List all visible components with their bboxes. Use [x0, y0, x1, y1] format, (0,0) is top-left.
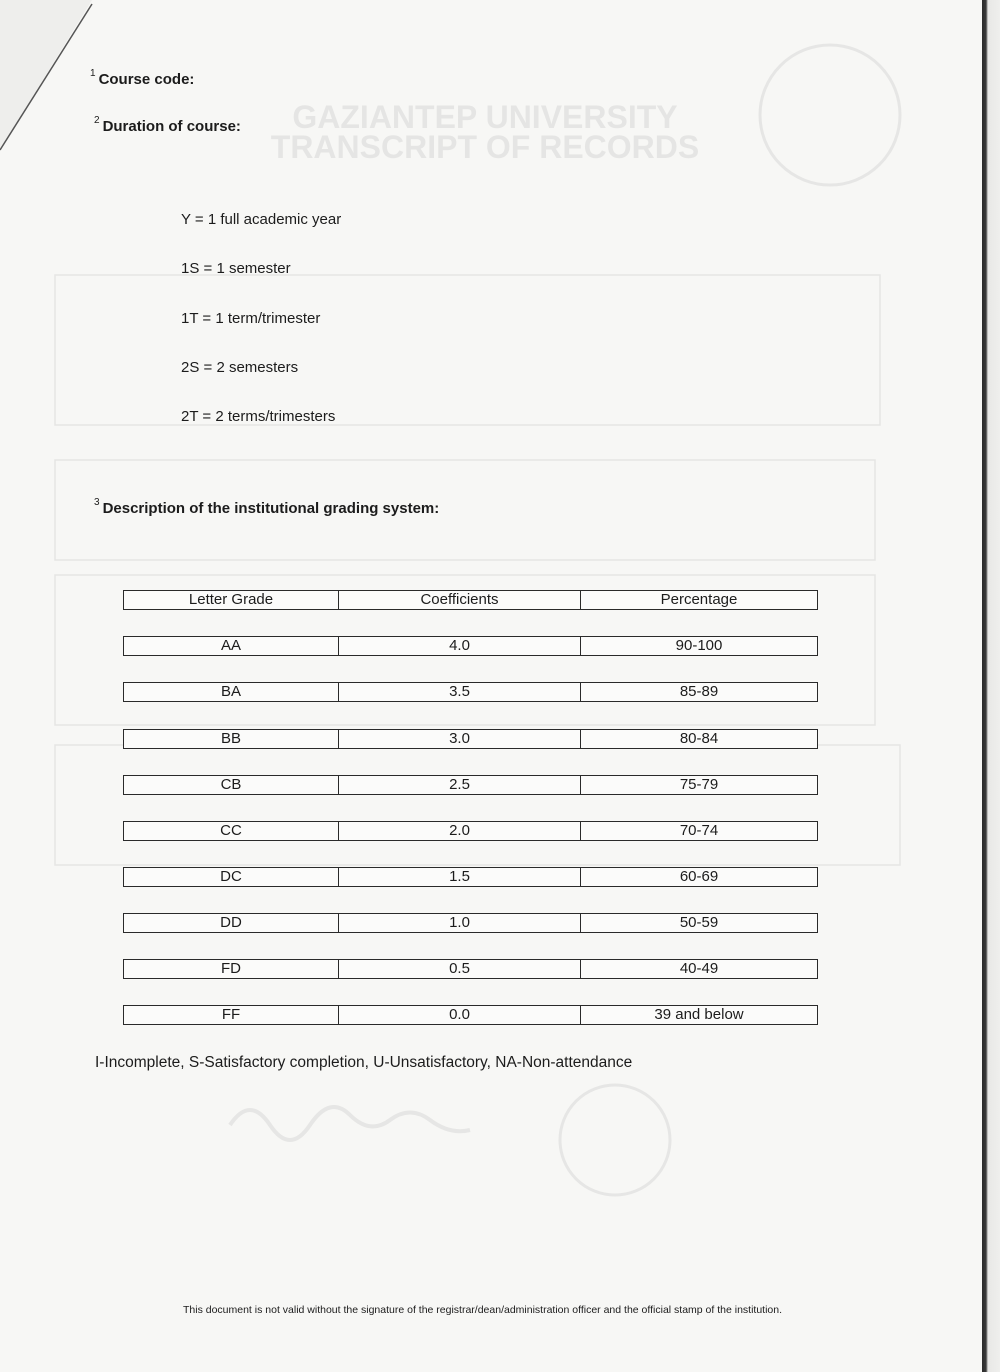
- note-grading-system: [94, 499, 439, 517]
- note-number: 3: [94, 497, 100, 508]
- cell-percentage: 50-59: [679, 914, 719, 931]
- cell-percentage: 40-49: [679, 960, 719, 977]
- cell-coefficient: 2.0: [339, 822, 581, 840]
- cell-letter-grade: BA: [124, 683, 339, 701]
- cell-coefficient: 3.0: [339, 730, 581, 748]
- scan-edge: [962, 0, 1000, 1372]
- cell-percentage: 75-79: [679, 776, 719, 793]
- cell-letter-grade: FF: [124, 1006, 339, 1024]
- duration-item: 2T = 2 terms/trimesters: [181, 408, 336, 425]
- note-number: 2: [94, 115, 100, 126]
- cell-letter-grade: AA: [124, 637, 339, 655]
- cell-coefficient: 0.0: [339, 1006, 581, 1024]
- cell-percentage: 80-84: [679, 730, 719, 747]
- cell-letter-grade: FD: [124, 960, 339, 978]
- header-letter-grade: Letter Grade: [124, 591, 339, 609]
- note-number: 1: [90, 68, 96, 79]
- cell-coefficient: 2.5: [339, 776, 581, 794]
- note-label: Course code:: [98, 71, 195, 88]
- cell-letter-grade: DD: [124, 914, 339, 932]
- table-row: [123, 867, 818, 887]
- cell-percentage: 60-69: [679, 868, 719, 885]
- note-duration: [94, 117, 241, 135]
- duration-item: Y = 1 full academic year: [181, 211, 342, 228]
- validity-footer: This document is not valid without the signature of the registrar/dean/administration officer and the official stamp of the institution.: [182, 1304, 783, 1316]
- header-percentage: Percentage: [660, 591, 738, 608]
- cell-percentage: 70-74: [679, 822, 719, 839]
- header-coefficients: Coefficients: [339, 591, 581, 609]
- duration-item: 1S = 1 semester: [181, 260, 291, 277]
- cell-coefficient: 4.0: [339, 637, 581, 655]
- cell-letter-grade: CC: [124, 822, 339, 840]
- table-row: [123, 636, 818, 656]
- cell-letter-grade: CB: [124, 776, 339, 794]
- table-row: [123, 913, 818, 933]
- cell-coefficient: 1.0: [339, 914, 581, 932]
- note-label: Description of the institutional grading system:: [102, 500, 440, 517]
- duration-item: 1T = 1 term/trimester: [181, 310, 321, 327]
- cell-coefficient: 1.5: [339, 868, 581, 886]
- cell-coefficient: 0.5: [339, 960, 581, 978]
- bleed-title-1: GAZIANTEP UNIVERSITY: [292, 99, 678, 135]
- table-row: [123, 959, 818, 979]
- bleed-title-2: TRANSCRIPT OF RECORDS: [270, 129, 700, 165]
- cell-percentage: 90-100: [675, 637, 723, 654]
- note-course-code: [90, 70, 194, 88]
- cell-percentage: 39 and below: [654, 1006, 744, 1023]
- cell-coefficient: 3.5: [339, 683, 581, 701]
- duration-item: 2S = 2 semesters: [181, 359, 299, 376]
- table-row: [123, 821, 818, 841]
- cell-percentage: 85-89: [679, 683, 719, 700]
- note-label: Duration of course:: [102, 118, 241, 135]
- table-header-row: [123, 590, 818, 610]
- grade-legend: I-Incomplete, S-Satisfactory completion, U-Unsatisfactory, NA-Non-attendance: [95, 1054, 633, 1071]
- table-row: [123, 775, 818, 795]
- cell-letter-grade: DC: [124, 868, 339, 886]
- table-row: [123, 682, 818, 702]
- cell-letter-grade: BB: [124, 730, 339, 748]
- table-row: [123, 1005, 818, 1025]
- table-row: [123, 729, 818, 749]
